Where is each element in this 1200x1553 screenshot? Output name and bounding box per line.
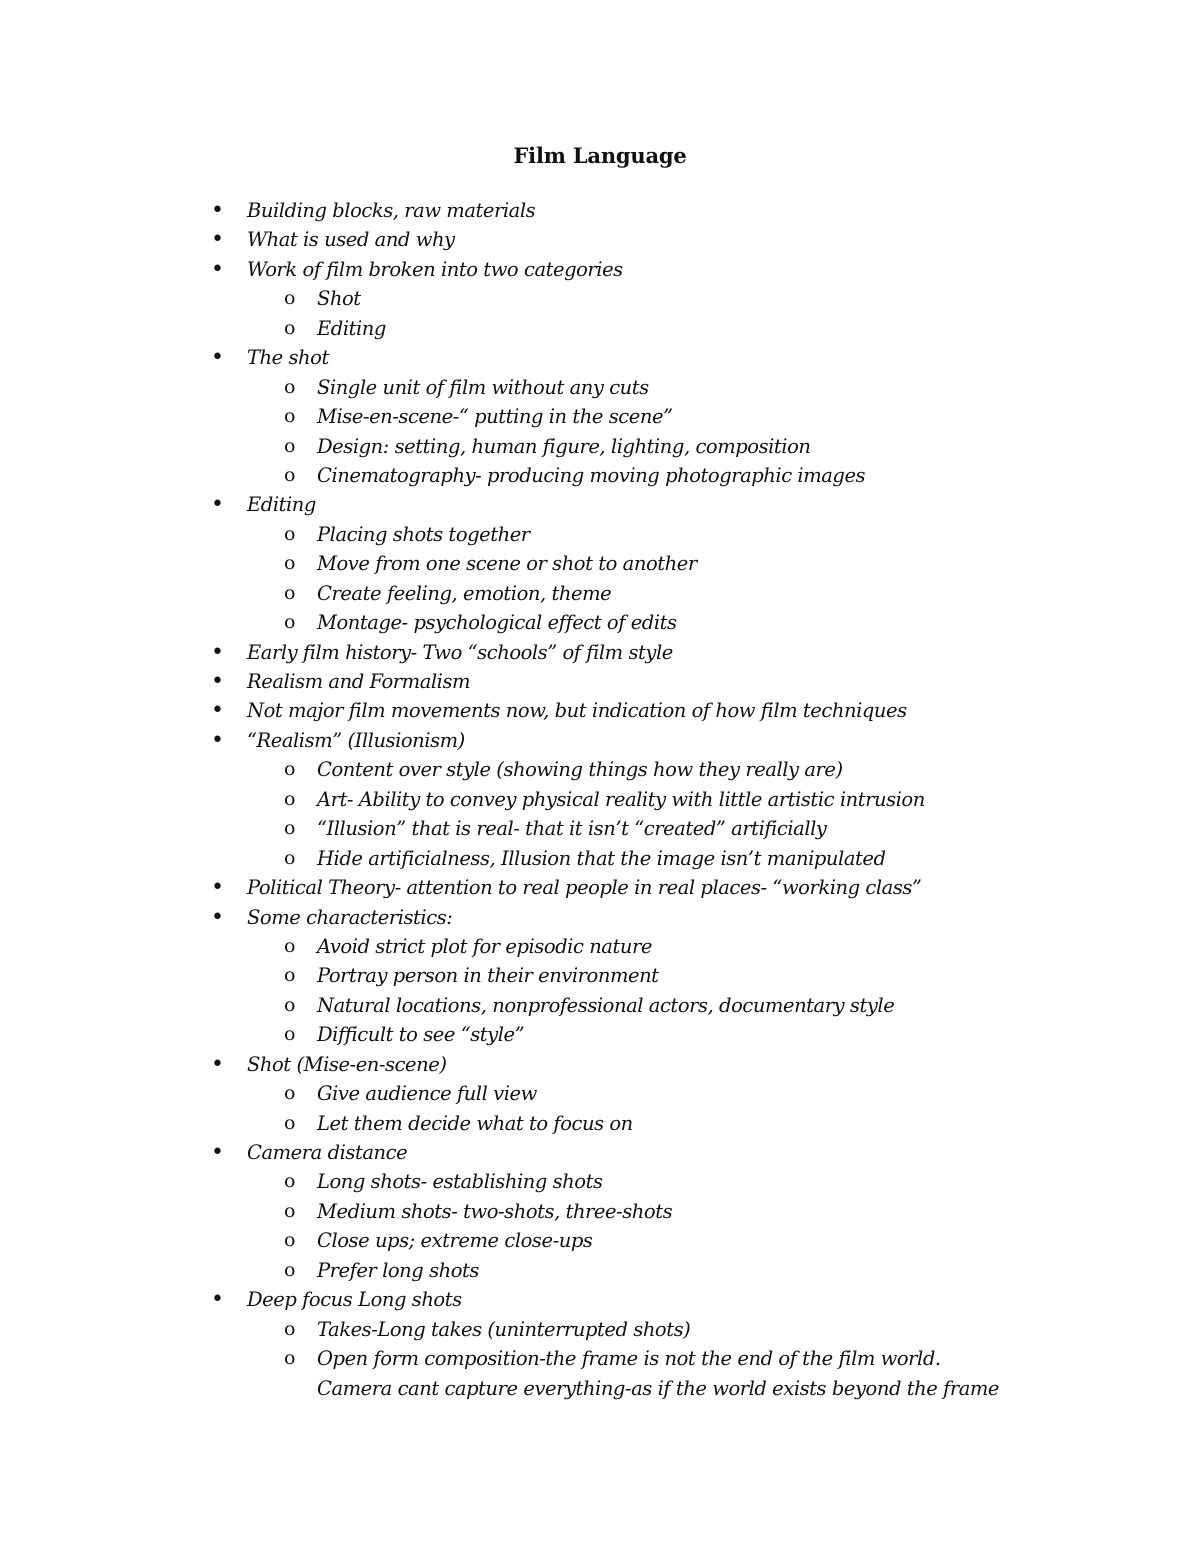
sub-bullet-marker: o — [284, 1023, 295, 1046]
sub-bullet-item — [0, 1167, 1200, 1196]
item-text: Shot — [317, 287, 361, 311]
bullet-item — [0, 726, 1200, 755]
item-text: Not major film movements now, but indication of how film techniques — [247, 699, 907, 723]
sub-bullet-item — [0, 1109, 1200, 1138]
item-text: Long shots- establishing shots — [317, 1170, 603, 1194]
sub-bullet-marker: o — [284, 758, 295, 781]
item-text: Create feeling, emotion, theme — [317, 581, 612, 605]
item-text: Camera distance — [247, 1141, 408, 1164]
item-text: Deep focus Long shots — [247, 1288, 462, 1312]
bullet-item — [0, 696, 1200, 725]
item-text: Natural locations, nonprofessional actors, documentary style — [317, 993, 895, 1017]
sub-bullet-item — [0, 373, 1200, 402]
sub-bullet-item — [0, 1344, 1200, 1373]
sub-bullet-marker: o — [284, 434, 295, 457]
sub-bullet-item — [0, 814, 1200, 843]
sub-bullet-item — [0, 1020, 1200, 1049]
item-text: Open form composition-the frame is not the end of the film world. — [317, 1347, 941, 1371]
bullet-item — [0, 903, 1200, 932]
bullet-item — [0, 873, 1200, 902]
sub-bullet-marker: o — [284, 316, 295, 339]
sub-bullet-item — [0, 991, 1200, 1020]
sub-bullet-item — [0, 1315, 1200, 1344]
bullet-marker: • — [211, 198, 224, 223]
bullet-item — [0, 1285, 1200, 1314]
sub-bullet-marker: o — [284, 581, 295, 604]
sub-bullet-item — [0, 579, 1200, 608]
sub-bullet-item — [0, 461, 1200, 490]
sub-bullet-marker: o — [284, 1170, 295, 1193]
bullet-item — [0, 1138, 1200, 1167]
sub-bullet-item — [0, 1374, 1200, 1403]
sub-bullet-marker: o — [284, 1229, 295, 1252]
item-text: Building blocks, raw materials — [247, 199, 536, 222]
sub-bullet-item — [0, 755, 1200, 784]
sub-bullet-item — [0, 1197, 1200, 1226]
sub-bullet-item — [0, 284, 1200, 313]
item-text: Placing shots together — [317, 522, 530, 546]
item-text: Work of film broken into two categories — [247, 257, 623, 281]
item-text: “Realism” (Illusionism) — [247, 728, 465, 752]
sub-bullet-marker: o — [284, 552, 295, 575]
sub-bullet-marker: o — [284, 1258, 295, 1281]
bullet-marker: • — [211, 1140, 224, 1165]
sub-bullet-item — [0, 402, 1200, 431]
page-title: Film Language — [513, 143, 687, 168]
item-text: Camera cant capture everything-as if the world exists beyond the frame — [317, 1376, 1000, 1400]
item-text: Design: setting, human figure, lighting, composition — [317, 434, 811, 458]
item-text: Prefer long shots — [317, 1258, 479, 1282]
sub-bullet-item — [0, 785, 1200, 814]
sub-bullet-marker: o — [284, 993, 295, 1016]
bullet-marker: • — [211, 698, 224, 724]
item-text: Hide artificialness, Illusion that the image isn’t manipulated — [317, 846, 886, 870]
item-text: Single unit of film without any cuts — [317, 375, 649, 399]
item-text: Editing — [247, 493, 316, 517]
bullet-item — [0, 343, 1200, 372]
item-text: Montage- psychological effect of edits — [317, 611, 677, 635]
item-text: Difficult to see “style” — [317, 1023, 525, 1047]
item-text: Editing — [317, 316, 386, 340]
bullet-marker: • — [211, 256, 224, 282]
sub-bullet-marker: o — [284, 787, 295, 810]
bullet-marker: • — [211, 904, 224, 930]
item-text: What is used and why — [247, 228, 455, 252]
item-text: Cinematography- producing moving photographic images — [317, 463, 866, 487]
bullet-marker: • — [211, 1051, 224, 1077]
sub-bullet-item — [0, 549, 1200, 578]
sub-bullet-marker: o — [284, 1111, 295, 1134]
item-text: Political Theory- attention to real people in real places- “working class” — [247, 876, 922, 900]
item-text: The shot — [247, 346, 329, 370]
item-text: Takes-Long takes (uninterrupted shots) — [317, 1317, 691, 1341]
sub-bullet-item — [0, 608, 1200, 637]
item-text: “Illusion” that is real- that it isn’t “created” artificially — [317, 817, 827, 841]
bullet-item — [0, 225, 1200, 254]
bullet-item — [0, 196, 1200, 225]
sub-bullet-marker: o — [284, 287, 295, 310]
sub-bullet-marker: o — [284, 817, 295, 840]
item-text: Mise-en-scene-“ putting in the scene” — [317, 405, 673, 429]
sub-bullet-marker: o — [284, 1199, 295, 1222]
sub-bullet-marker: o — [284, 375, 295, 398]
sub-bullet-item — [0, 314, 1200, 343]
bullet-item — [0, 1050, 1200, 1079]
item-text: Realism and Formalism — [247, 670, 471, 693]
sub-bullet-item — [0, 961, 1200, 990]
sub-bullet-marker: o — [284, 964, 295, 987]
item-text: Avoid strict plot for episodic nature — [317, 934, 652, 958]
sub-bullet-item — [0, 844, 1200, 873]
item-text: Shot (Mise-en-scene) — [247, 1052, 447, 1076]
sub-bullet-item — [0, 1256, 1200, 1285]
sub-bullet-marker: o — [284, 611, 295, 634]
sub-bullet-item — [0, 932, 1200, 961]
item-text: Give audience full view — [317, 1082, 537, 1106]
item-text: Portray person in their environment — [317, 964, 659, 988]
item-text: Early film history- Two “schools” of film style — [247, 640, 673, 664]
bullet-marker: • — [211, 1287, 224, 1313]
sub-bullet-marker: o — [284, 1317, 295, 1340]
bullet-marker: • — [211, 875, 224, 901]
item-text: Some characteristics: — [247, 905, 453, 929]
bullet-item — [0, 638, 1200, 667]
bullet-item — [0, 255, 1200, 284]
sub-bullet-marker: o — [284, 463, 295, 486]
bullet-marker: • — [211, 345, 224, 371]
bullet-marker: • — [211, 727, 224, 753]
item-text: Move from one scene or shot to another — [317, 552, 697, 576]
sub-bullet-marker: o — [284, 1347, 295, 1370]
sub-bullet-item — [0, 1079, 1200, 1108]
bullet-item — [0, 490, 1200, 519]
bullet-marker: • — [211, 639, 224, 665]
bullet-item — [0, 667, 1200, 696]
item-text: Let them decide what to focus on — [317, 1111, 633, 1135]
bullet-marker: • — [211, 227, 224, 253]
sub-bullet-marker: o — [284, 1082, 295, 1105]
bullet-marker: • — [211, 492, 224, 518]
sub-bullet-marker: o — [284, 405, 295, 428]
item-text: Close ups; extreme close-ups — [317, 1229, 593, 1253]
item-text: Medium shots- two-shots, three-shots — [317, 1199, 673, 1223]
bullet-marker: • — [211, 669, 224, 694]
item-text: Content over style (showing things how they really are) — [317, 758, 843, 782]
item-text: Art- Ability to convey physical reality with little artistic intrusion — [317, 787, 925, 811]
sub-bullet-marker: o — [284, 934, 295, 957]
sub-bullet-item — [0, 520, 1200, 549]
sub-bullet-marker: o — [284, 846, 295, 869]
sub-bullet-item — [0, 1226, 1200, 1255]
sub-bullet-marker: o — [284, 522, 295, 545]
sub-bullet-item — [0, 432, 1200, 461]
outline-list — [0, 196, 1200, 1403]
